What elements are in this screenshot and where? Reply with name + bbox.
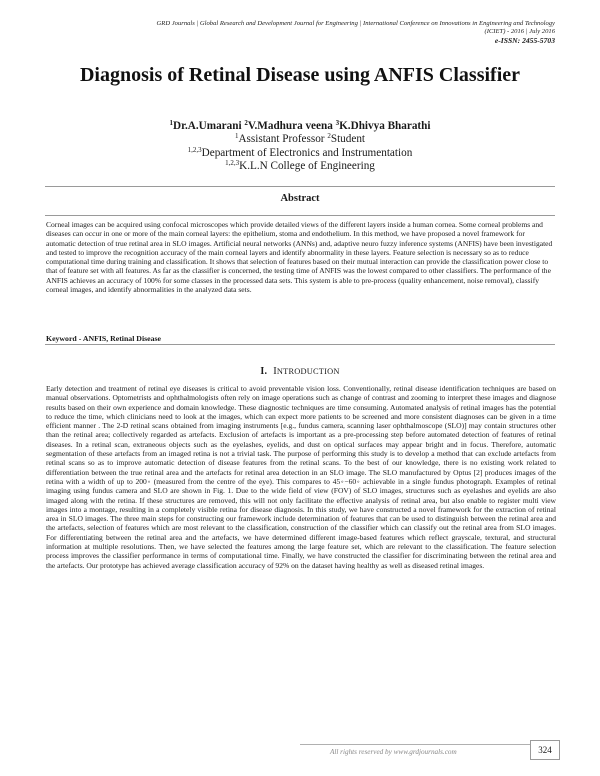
abstract-divider [45, 344, 555, 345]
journal-header-line2: (ICIET) - 2016 | July 2016 [484, 28, 555, 36]
abstract-heading: Abstract [280, 193, 320, 204]
author-roles [40, 133, 560, 146]
department-name: Department of Electronics and Instrumentation [201, 146, 413, 159]
author-2-sup: 2 [244, 119, 248, 127]
abstract-text: Corneal images can be acquired using confocal microscopes which provide detailed views of the different layers inside a human cornea. Some corneal problems and diseases can occur in one or more of the main corneal layers: the epithelium, stoma and endothelium. In this method, we have proposed a novel framework for automatic detection of true retinal area in SLO images. Artificial neural networks (ANNs) and, adaptive neuro fuzzy inference systems (ANFIS) have been investigated and tested to improve the recognition accuracy of the main corneal layers and identify abnormality in these layers. Feature selection is necessary so as to reduce computational time during training and classification. It shows that selection of features based on their mutual interaction can provide the classification power close to that of feature set with all features. As far as the classifier is concerned, the testing time of ANFIS was the lowest compared to other classifiers. The performance of the ANFIS achieves an accuracy of 100% for some classes in the processed data sets. This system is able to pre-process (quality enhancement, noise removal), classify corneal images, and identify abnormalities in the analyzed data sets. [46, 220, 553, 295]
department-sup: 1,2,3 [187, 145, 202, 154]
section-heading-introduction [45, 366, 555, 377]
author-department [40, 147, 560, 160]
section-number: I. [260, 366, 268, 377]
section-title-initial: I [273, 366, 277, 377]
author-1-name: Dr.A.Umarani [172, 120, 242, 132]
author-3-sup: 3 [335, 119, 340, 127]
author-2-name: V.Madhura veena [247, 120, 333, 132]
role-2: Student [330, 133, 366, 146]
page-number: 324 [530, 740, 560, 760]
role-1-sup: 1 [234, 132, 239, 141]
author-college [40, 160, 560, 173]
paper-title: Diagnosis of Retinal Disease using ANFIS Classifier [79, 64, 521, 86]
author-3-name: K.Dhivya Bharathi [339, 120, 431, 132]
introduction-text: Early detection and treatment of retinal eye diseases is critical to avoid preventable vision loss. Conventionally, retinal disease identification techniques are based on manual observations. Optometrists and ophthalmologists often rely on image operations such as change of contrast and zooming to interpret these images and diagnose results based on their own experience and domain knowledge. These diagnostic techniques are time consuming. Automated analysis of retinal images has the potential to reduce the time, which clinicians need to look at the images, which can expect more patients to be screened and more consistent diagnoses can be given in a time efficient manner . The 2-D retinal scans obtained from imaging instruments [e.g., fundus camera, scanning laser ophthalmoscope (SLO)] may contain structures other than the retinal area; collectively regarded as artefacts. Exclusion of artefacts is important as a pre-processing step before automated detection of features of retinal diseases. In a retinal scan, extraneous objects such as the eyelashes, eyelids, and dust on optical surfaces may appear bright and in focus. Therefore, automatic segmentation of these artefacts from an imaged retina is not a trivial task. The purpose of performing this study is to develop a method that can exclude artefacts from retinal scans so as to improve automatic detection of disease features from the retinal scans. To the best of our knowledge, there is no existing work related to differentiation between the true retinal area and the artefacts for retinal area detection in an SLO image. The SLO manufactured by Optus [2] produces images of the retina with a width of up to 200◦ (measured from the centre of the eye). This compares to 45◦−60◦ achievable in a single fundus photograph. Examples of retinal imaging using fundus camera and SLO are shown in Fig. 1. Due to the wide field of view (FOV) of SLO images, structures such as eyelashes and eyelids are also imaged along with the retina. If these structures are removed, this will not only facilitate the effective analysis of retinal area, but also enable to register multi view images into a montage, resulting in a completely visible retina for disease diagnosis. In this study, we have constructed a novel framework for the extraction of retinal area in SLO images. The three main steps for constructing our framework include determination of features that can be used to distinguish between the retinal area and the artefacts, selection of features which are most relevant to the classification, construction of the classifier which can classify out the retinal area from SLO images. For differentiating between the retinal area and the artefacts, we have determined different image-based features which reflect grayscale, textural, and structural information at multiple resolutions. Then, we have selected the features among the large feature set, which are relevant to the classification. The feature selection process improves the classifier performance in terms of computational time. Finally, we have constructed the classifier for discriminating between the retinal area and the artefacts. Our prototype has achieved average classification accuracy of 92% on the dataset having healthy as well as diseased retinal images. [46, 384, 556, 570]
college-name: K.L.N College of Engineering [239, 160, 375, 173]
journal-issn: e-ISSN: 2455-5703 [494, 35, 555, 45]
college-sup: 1,2,3 [225, 159, 240, 168]
author-names [40, 120, 560, 133]
author-1-sup: 1 [169, 119, 173, 127]
footer-divider [300, 744, 530, 745]
role-1: Assistant Professor [238, 133, 325, 146]
section-title-rest: NTRODUCTION [276, 367, 340, 376]
journal-header-line1: GRD Journals | Global Research and Development Journal for Engineering | International Conference on Innovations in Engineering and Technology [156, 20, 555, 27]
keywords: Keyword - ANFIS, Retinal Disease [46, 334, 161, 343]
footer-rights: All rights reserved by www.grdjournals.com [330, 748, 457, 756]
journal-header [35, 20, 555, 45]
author-block [40, 120, 560, 174]
role-2-sup: 2 [327, 132, 331, 141]
